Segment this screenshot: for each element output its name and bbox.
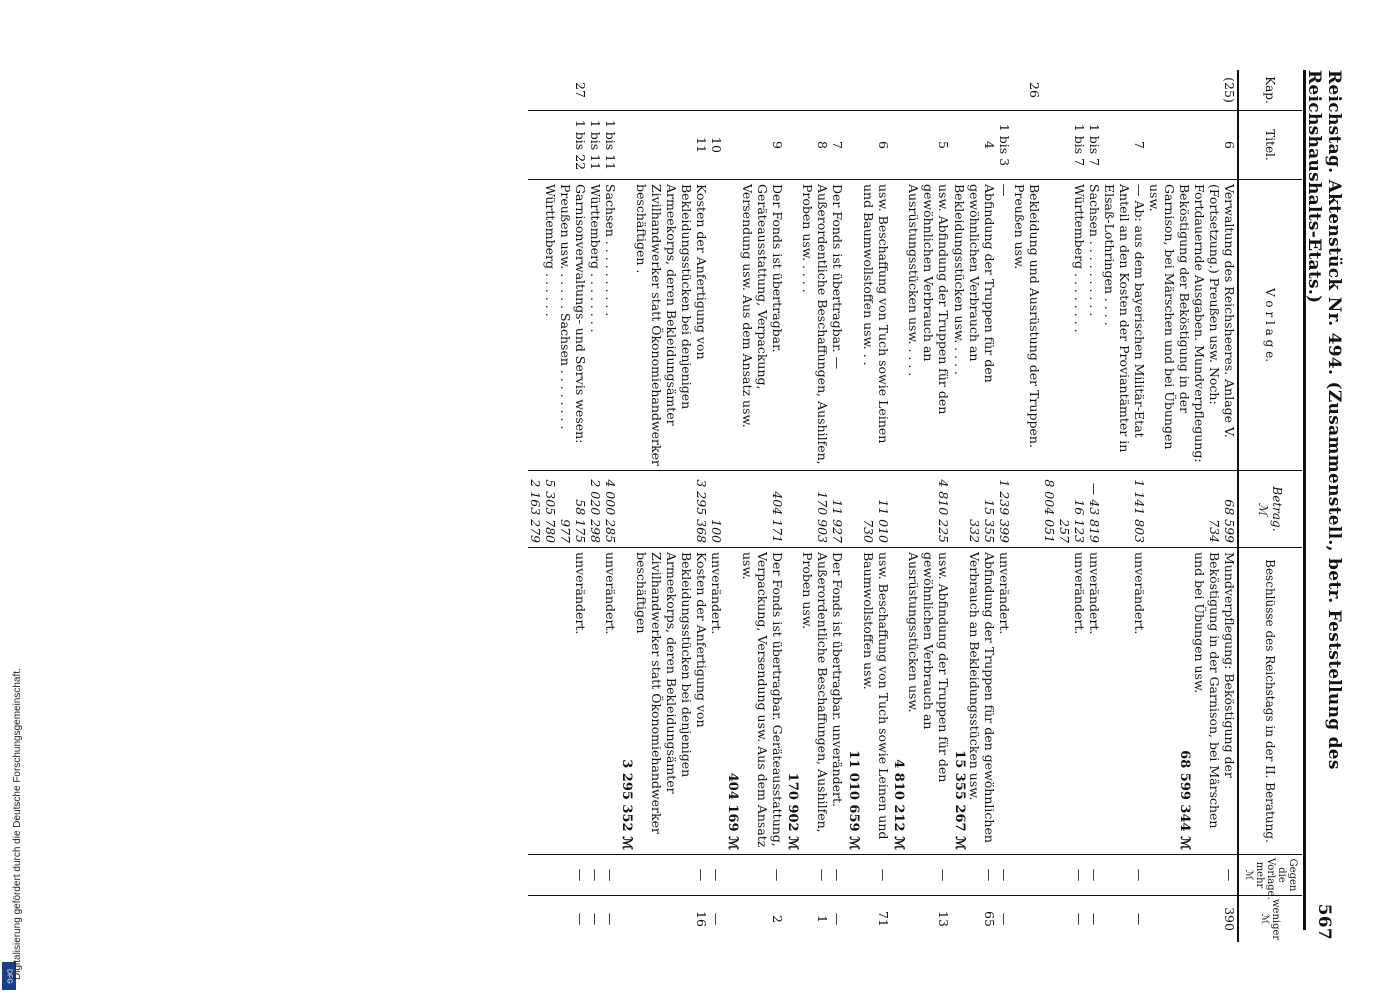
row-vorlage bbox=[1147, 180, 1238, 471]
row-mehr bbox=[1147, 855, 1238, 896]
row-betrag bbox=[1087, 471, 1102, 548]
row-kap-text: 27 bbox=[573, 82, 589, 98]
row-betrag-text: 3 295 368 bbox=[694, 479, 710, 543]
row-betrag bbox=[951, 471, 997, 548]
table-row bbox=[951, 70, 997, 942]
row-vorlage-text: usw. Beschaffung von Tuch sowie Leinen und Baumwollstoffen usw. . . bbox=[860, 184, 891, 444]
row-mehr-text: — bbox=[1072, 868, 1087, 882]
row-weniger bbox=[1087, 896, 1102, 943]
row-mehr-text: — bbox=[830, 868, 846, 882]
row-beschluss-text: usw. Beschaffung von Tuch sowie Leinen und Baumwollstoffen usw. bbox=[860, 552, 891, 840]
row-beschluss-text: unverändert. bbox=[997, 552, 1012, 635]
row-mehr-text: — bbox=[815, 868, 831, 882]
row-weniger-text: — bbox=[603, 912, 619, 926]
row-vorlage-text: Württemberg . . . . . . . . bbox=[588, 184, 604, 333]
row-weniger bbox=[951, 896, 997, 943]
row-vorlage-text: Verwaltung des Reichsheeres. Anlage V. (Fortsetzung.) Preußen usw. Noch: Fortdauernde Ausgaben. Mundverpflegung: Beköstigung der Beköstigung in der Garnison, bei Märschen und bei Übungen usw. bbox=[1147, 184, 1237, 463]
row-mehr-text: — bbox=[936, 868, 952, 882]
row-betrag bbox=[997, 471, 1012, 548]
row-beschluss-text: Außerordentliche Beschaffungen, Aushilfen, Proben usw. bbox=[800, 552, 831, 833]
col-mehr-unit: ℳ bbox=[1243, 869, 1254, 881]
col-gegen: Gegen die Vorlage. bbox=[1265, 858, 1298, 900]
row-titel-text: 1 bis 22 bbox=[573, 119, 589, 171]
col-titel: Titel. bbox=[1238, 111, 1302, 180]
row-vorlage bbox=[785, 180, 831, 471]
dfg-logo: DFG bbox=[2, 962, 16, 990]
row-vorlage-text: — Ab: aus dem bayerischen Militär-Etat Anteil an den Kosten der Proviantämter in Elsaß-Lothringen . . . . bbox=[1102, 184, 1147, 453]
col-betrag-label: Betrag. bbox=[1270, 486, 1285, 532]
page-header bbox=[1304, 70, 1344, 940]
row-betrag bbox=[785, 471, 831, 548]
row-betrag bbox=[618, 471, 709, 548]
row-mehr bbox=[785, 855, 831, 896]
row-titel bbox=[528, 111, 588, 180]
header-rule bbox=[1303, 70, 1306, 930]
table-row bbox=[603, 70, 618, 942]
row-betrag-text: 1 239 399 bbox=[997, 479, 1012, 543]
row-kap bbox=[1042, 70, 1087, 111]
row-betrag bbox=[1012, 471, 1042, 548]
row-beschluss bbox=[1087, 548, 1102, 855]
row-beschluss bbox=[618, 548, 709, 855]
row-betrag-extra: 2 163 279 bbox=[528, 479, 544, 543]
row-beschluss-text: unverändert. bbox=[1072, 552, 1087, 635]
col-vorlage: V o r l a g e. bbox=[1238, 180, 1302, 471]
row-betrag bbox=[1102, 471, 1147, 548]
row-beschluss bbox=[1102, 548, 1147, 855]
row-vorlage bbox=[845, 180, 891, 471]
table-row bbox=[891, 70, 952, 942]
row-titel bbox=[724, 111, 785, 180]
row-vorlage bbox=[1012, 180, 1042, 471]
table-row bbox=[997, 70, 1012, 942]
row-kap bbox=[1087, 70, 1102, 111]
row-mehr bbox=[1102, 855, 1147, 896]
table-row bbox=[1087, 70, 1102, 942]
row-beschluss bbox=[528, 548, 588, 855]
row-weniger-text: — bbox=[573, 912, 589, 926]
table-row bbox=[830, 70, 845, 942]
row-vorlage-text: usw. Abfindung der Truppen für den gewöhnlichen Verbrauch an Ausrüstungsstücken usw. . . . . bbox=[906, 184, 952, 415]
row-beschluss-text: Mundverpflegung: Beköstigung der Beköstigung in der Garnison, bei Märschen und bei Übungen usw. bbox=[1192, 552, 1237, 829]
row-titel-text: 4 bbox=[982, 141, 997, 149]
col-weniger-unit: ℳ bbox=[1259, 913, 1271, 925]
row-kap-text: (25) bbox=[1222, 77, 1237, 103]
col-beschluesse: Beschlüsse des Reichstags in der II. Beratung. bbox=[1238, 548, 1302, 855]
row-beschluss bbox=[891, 548, 952, 855]
row-weniger bbox=[603, 896, 618, 943]
row-vorlage-text: Abfindung der Truppen für den gewöhnlichen Verbrauch an Bekleidungsstücken usw. . . . . bbox=[952, 184, 997, 383]
row-mehr bbox=[1087, 855, 1102, 896]
row-titel-text: 7 bbox=[830, 141, 846, 149]
row-kap bbox=[1147, 70, 1238, 111]
row-weniger-text: — bbox=[709, 912, 725, 926]
row-mehr-text: — bbox=[875, 868, 891, 882]
row-betrag bbox=[891, 471, 952, 548]
row-beschluss bbox=[785, 548, 831, 855]
row-beschluss bbox=[997, 548, 1012, 855]
row-mehr-text: — bbox=[1222, 868, 1237, 882]
row-kap bbox=[830, 70, 845, 111]
row-mehr-text: — bbox=[769, 868, 785, 882]
row-titel-text: 9 bbox=[769, 141, 785, 149]
row-weniger-text: — bbox=[588, 912, 604, 926]
row-mehr bbox=[891, 855, 952, 896]
row-weniger bbox=[830, 896, 845, 943]
row-vorlage bbox=[603, 180, 618, 471]
digitization-note: Digitalisierung gefördert durch die Deutsche Forschungsgemeinschaft. bbox=[12, 668, 23, 980]
row-mehr-text: — bbox=[603, 868, 619, 882]
row-mehr-text: — bbox=[982, 868, 997, 882]
row-titel bbox=[1042, 111, 1087, 180]
row-beschluss-amount: 11 010 659 ℳ bbox=[845, 750, 861, 850]
row-weniger-text: 390 bbox=[1222, 907, 1237, 931]
col-mehr-label: mehr bbox=[1254, 861, 1265, 889]
row-titel bbox=[830, 111, 845, 180]
row-beschluss-text: Kosten der Anfertigung von Bekleidungsstücken bei denjenigen Armeekorps, deren Bekleidungsämter Zivilhandwerker statt Ökonomiehandwerker beschäftigen bbox=[634, 552, 710, 834]
row-betrag-text: 100 bbox=[709, 519, 725, 543]
row-weniger-text: — bbox=[997, 912, 1012, 926]
row-betrag-text: 4 810 225 bbox=[936, 479, 952, 543]
row-betrag-text: 16 123 257 bbox=[1057, 499, 1087, 543]
row-beschluss-text: unverändert. bbox=[709, 552, 725, 635]
row-vorlage-text: Der Fonds ist übertragbar. Geräteausstattung, Verpackung, Versendung usw. Aus dem Ansatz usw. bbox=[739, 184, 785, 428]
row-titel-text: 6 bbox=[1222, 141, 1237, 149]
row-betrag-text: 170 903 bbox=[815, 491, 831, 543]
row-vorlage bbox=[997, 180, 1012, 471]
row-mehr bbox=[709, 855, 724, 896]
table-row bbox=[1012, 70, 1042, 942]
row-titel-text: 1 bis 7 bbox=[1087, 123, 1102, 167]
row-kap bbox=[588, 70, 603, 111]
table-row bbox=[1147, 70, 1238, 942]
row-titel bbox=[997, 111, 1012, 180]
row-betrag-text: 2 020 298 bbox=[588, 479, 604, 543]
row-vorlage-text: Württemberg . . . . . . . . bbox=[1072, 184, 1087, 333]
row-betrag-text: 58 175 977 bbox=[558, 499, 589, 543]
row-titel bbox=[1012, 111, 1042, 180]
row-mehr bbox=[528, 855, 588, 896]
row-titel-text: 7 bbox=[1132, 141, 1147, 149]
table-row bbox=[588, 70, 603, 942]
row-titel-text: 11 bbox=[694, 137, 710, 153]
page-number: 567 bbox=[1314, 903, 1334, 940]
col-betrag bbox=[1238, 471, 1302, 548]
row-titel bbox=[603, 111, 618, 180]
row-weniger bbox=[618, 896, 709, 943]
row-mehr-text: — bbox=[573, 868, 589, 882]
row-beschluss-text: Der Fonds ist übertragbar. unverändert. bbox=[830, 552, 846, 808]
col-betrag-unit: ℳ bbox=[1256, 502, 1271, 516]
row-beschluss-text: Abfindung der Truppen für den gewöhnlichen Verbrauch an Bekleidungsstücken usw. bbox=[967, 552, 997, 843]
row-betrag-text: 15 355 332 bbox=[967, 499, 997, 543]
row-betrag bbox=[603, 471, 618, 548]
row-vorlage-text: — bbox=[997, 184, 1012, 197]
row-beschluss bbox=[709, 548, 724, 855]
row-titel bbox=[951, 111, 997, 180]
row-mehr-text: — bbox=[694, 868, 710, 882]
table-row bbox=[845, 70, 891, 942]
row-vorlage bbox=[709, 180, 724, 471]
table-row bbox=[709, 70, 724, 942]
row-vorlage-text: Garnisonverwaltungs- und Servis wesen: Preußen usw. . . . . . Sachsen . . . . . . . . Württemberg . . . . . . bbox=[543, 184, 589, 444]
row-vorlage bbox=[618, 180, 709, 471]
row-titel bbox=[891, 111, 952, 180]
row-kap bbox=[997, 70, 1012, 111]
row-vorlage bbox=[951, 180, 997, 471]
table-row bbox=[785, 70, 831, 942]
row-titel-text: 1 bis 11 bbox=[603, 119, 619, 171]
row-kap-text: 26 bbox=[1027, 82, 1042, 98]
row-beschluss-text: usw. Abfindung der Truppen für den gewöhnlichen Verbrauch an Ausrüstungsstücken usw. bbox=[906, 552, 952, 783]
row-weniger bbox=[709, 896, 724, 943]
row-beschluss-amount: 15 355 267 ℳ bbox=[952, 750, 967, 850]
row-mehr bbox=[603, 855, 618, 896]
row-betrag bbox=[830, 471, 845, 548]
row-titel bbox=[1147, 111, 1238, 180]
row-kap bbox=[724, 70, 785, 111]
row-vorlage bbox=[528, 180, 588, 471]
row-betrag bbox=[528, 471, 588, 548]
row-weniger-text: — bbox=[1072, 912, 1087, 926]
row-mehr bbox=[588, 855, 603, 896]
row-weniger bbox=[1042, 896, 1087, 943]
row-betrag-text: 11 927 bbox=[830, 499, 846, 543]
row-mehr bbox=[997, 855, 1012, 896]
row-betrag-extra: 8 004 051 bbox=[1042, 479, 1057, 543]
row-titel-text: 1 bis 11 bbox=[588, 119, 604, 171]
row-titel-text: 5 bbox=[936, 141, 952, 149]
row-weniger-text: — bbox=[1087, 912, 1102, 926]
row-weniger-text: 1 bbox=[815, 915, 831, 923]
row-beschluss-text: unverändert. bbox=[573, 552, 589, 635]
row-betrag-text: 404 171 bbox=[769, 491, 785, 543]
row-beschluss-text: unverändert. bbox=[1132, 552, 1147, 635]
table-row bbox=[618, 70, 709, 942]
row-weniger-text: — bbox=[1132, 912, 1147, 926]
row-vorlage-text: Außerordentliche Beschaffungen, Aushilfen, Proben usw. . . . . bbox=[800, 184, 831, 465]
row-vorlage bbox=[1102, 180, 1147, 471]
row-mehr-text: — bbox=[997, 868, 1012, 882]
row-kap bbox=[618, 70, 709, 111]
row-betrag bbox=[588, 471, 603, 548]
row-vorlage bbox=[891, 180, 952, 471]
row-weniger bbox=[588, 896, 603, 943]
row-beschluss-text: unverändert. bbox=[1087, 552, 1102, 635]
row-kap bbox=[785, 70, 831, 111]
row-titel-text: 1 bis 7 bbox=[1072, 123, 1087, 167]
row-weniger bbox=[528, 896, 588, 943]
row-kap bbox=[845, 70, 891, 111]
row-beschluss bbox=[951, 548, 997, 855]
row-titel bbox=[785, 111, 831, 180]
row-weniger bbox=[785, 896, 831, 943]
row-weniger-text: 65 bbox=[982, 911, 997, 927]
row-mehr bbox=[1042, 855, 1087, 896]
row-beschluss-amount: 4 810 212 ℳ bbox=[891, 759, 907, 850]
row-mehr bbox=[1012, 855, 1042, 896]
row-betrag bbox=[1147, 471, 1238, 548]
row-weniger bbox=[997, 896, 1012, 943]
row-betrag-text: 4 000 285 bbox=[603, 479, 619, 543]
table-row bbox=[1102, 70, 1147, 942]
col-weniger bbox=[1238, 896, 1302, 943]
row-vorlage-text: Bekleidung und Ausrüstung der Truppen. Preußen usw. bbox=[1012, 184, 1042, 448]
row-vorlage-text: Kosten der Anfertigung von Bekleidungsstücken bei denjenigen Armeekorps, deren Bekleidungsämter Zivilhandwerker statt Ökonomiehandwerker beschäftigen . bbox=[634, 184, 710, 466]
row-kap bbox=[528, 70, 588, 111]
row-beschluss bbox=[1012, 548, 1042, 855]
row-mehr-text: — bbox=[588, 868, 604, 882]
row-weniger-text: 13 bbox=[936, 911, 952, 927]
row-titel-text: 6 bbox=[875, 141, 891, 149]
row-beschluss-amount: 68 599 344 ℳ bbox=[1177, 750, 1192, 850]
row-weniger-text: — bbox=[830, 912, 846, 926]
row-betrag-extra: 5 305 780 bbox=[543, 479, 559, 543]
row-mehr-text: — bbox=[1132, 868, 1147, 882]
row-betrag-text: 1 141 803 bbox=[1132, 479, 1147, 543]
row-titel-text: 8 bbox=[815, 141, 831, 149]
row-betrag bbox=[845, 471, 891, 548]
row-betrag-text: 68 599 734 bbox=[1207, 499, 1237, 543]
row-vorlage bbox=[1087, 180, 1102, 471]
table-row bbox=[1042, 70, 1087, 942]
row-betrag bbox=[724, 471, 785, 548]
row-weniger-text: 2 bbox=[769, 915, 785, 923]
row-beschluss-text: Der Fonds ist übertragbar. Geräteausstattung, Verpackung, Versendung usw. Aus dem Ansatz usw. bbox=[739, 552, 785, 848]
row-kap bbox=[951, 70, 997, 111]
row-beschluss bbox=[845, 548, 891, 855]
row-vorlage bbox=[1042, 180, 1087, 471]
row-weniger bbox=[1012, 896, 1042, 943]
row-beschluss-amount: 404 169 ℳ bbox=[724, 772, 740, 850]
col-weniger-label: weniger bbox=[1270, 899, 1282, 941]
row-betrag bbox=[1042, 471, 1087, 548]
table-row bbox=[528, 70, 588, 942]
row-mehr-text: — bbox=[1087, 868, 1102, 882]
table-row bbox=[724, 70, 785, 942]
row-titel bbox=[845, 111, 891, 180]
row-betrag bbox=[709, 471, 724, 548]
row-mehr bbox=[845, 855, 891, 896]
col-mehr bbox=[1238, 855, 1302, 900]
row-weniger-text: 16 bbox=[694, 911, 710, 927]
row-weniger bbox=[724, 896, 785, 943]
document-page bbox=[0, 50, 1344, 950]
row-vorlage bbox=[830, 180, 845, 471]
row-beschluss bbox=[603, 548, 618, 855]
row-beschluss-text: unverändert. bbox=[603, 552, 619, 635]
row-beschluss bbox=[588, 548, 603, 855]
table-body bbox=[528, 70, 1238, 942]
row-vorlage-text: Sachsen . . . . . . . . . . bbox=[603, 184, 619, 317]
row-weniger-text: 71 bbox=[875, 911, 891, 927]
row-titel-text: 1 bis 3 bbox=[997, 123, 1012, 167]
row-kap bbox=[1012, 70, 1042, 111]
row-kap bbox=[891, 70, 952, 111]
row-beschluss-amount: 3 295 352 ℳ bbox=[619, 759, 635, 850]
row-mehr bbox=[618, 855, 709, 896]
row-titel bbox=[618, 111, 709, 180]
row-weniger bbox=[1147, 896, 1238, 943]
row-mehr bbox=[724, 855, 785, 896]
row-vorlage-text: Sachsen . . . . . . . . . . bbox=[1087, 184, 1102, 317]
row-mehr-text: — bbox=[709, 868, 725, 882]
row-beschluss-amount: 170 902 ℳ bbox=[785, 772, 801, 850]
row-titel bbox=[1102, 111, 1147, 180]
page-title: Reichstag. Aktenstück Nr. 494. (Zusammenstell., betr. Feststellung des Reichshaushalts-Etats.) bbox=[1304, 70, 1344, 770]
row-vorlage bbox=[724, 180, 785, 471]
row-beschluss bbox=[1042, 548, 1087, 855]
row-betrag-text: 11 010 730 bbox=[860, 499, 891, 543]
row-titel-text: 10 bbox=[709, 137, 725, 153]
row-mehr bbox=[951, 855, 997, 896]
row-titel bbox=[1087, 111, 1102, 180]
row-titel bbox=[709, 111, 724, 180]
row-beschluss bbox=[1147, 548, 1238, 855]
row-beschluss bbox=[724, 548, 785, 855]
row-kap bbox=[603, 70, 618, 111]
row-titel bbox=[588, 111, 603, 180]
budget-table bbox=[528, 70, 1302, 942]
row-betrag-text: — 43 819 bbox=[1087, 482, 1102, 543]
table-header-row bbox=[1238, 70, 1302, 942]
col-kap: Kap. bbox=[1238, 70, 1302, 111]
row-vorlage bbox=[588, 180, 603, 471]
row-vorlage-text: Der Fonds ist übertragbar. — bbox=[830, 184, 846, 370]
row-mehr bbox=[830, 855, 845, 896]
row-weniger bbox=[845, 896, 891, 943]
row-weniger bbox=[891, 896, 952, 943]
row-weniger bbox=[1102, 896, 1147, 943]
row-kap bbox=[1102, 70, 1147, 111]
row-beschluss bbox=[830, 548, 845, 855]
row-kap bbox=[709, 70, 724, 111]
